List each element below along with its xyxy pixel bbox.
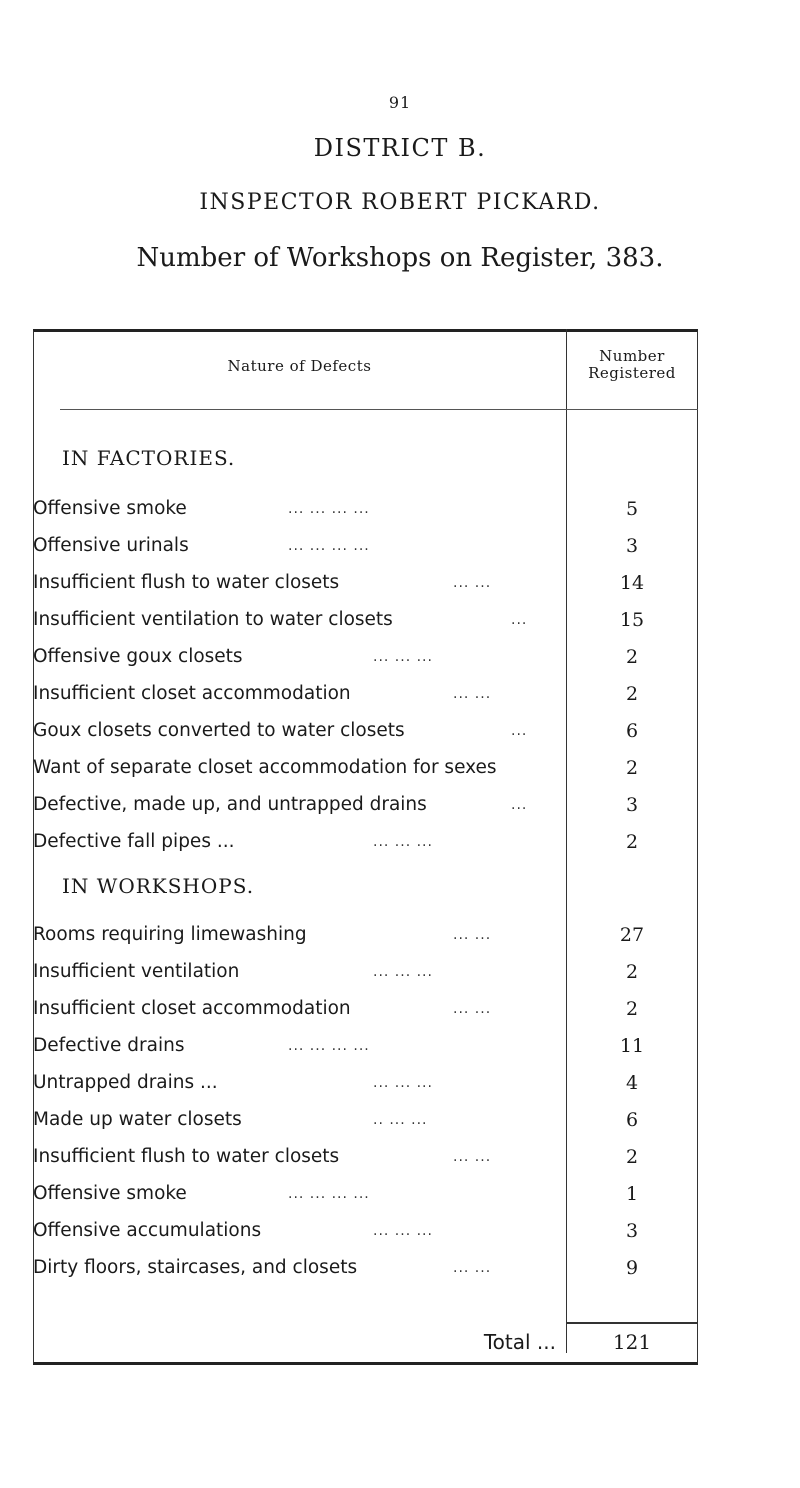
district-title: DISTRICT B. (313, 134, 487, 162)
row-value: 1 (625, 1183, 639, 1205)
row-value: 11 (619, 1035, 645, 1057)
row-label: Defective fall pipes ... (33, 831, 235, 852)
row-value: 15 (619, 609, 645, 631)
table-row (33, 993, 698, 1025)
column-header-defects: Nature of Defects (227, 357, 372, 375)
total-label: Total ... (483, 1330, 556, 1354)
leader-dots: .. ... ... (373, 1112, 428, 1128)
leader-dots: ... ... (453, 927, 492, 943)
table-row (33, 715, 698, 747)
row-value: 14 (619, 572, 645, 594)
row-label: Rooms requiring limewashing (33, 924, 307, 945)
header-rule-right (566, 409, 698, 410)
table-row (33, 678, 698, 710)
row-value: 2 (625, 646, 639, 668)
row-label: Offensive accumulations (33, 1220, 262, 1241)
row-value: 9 (625, 1257, 639, 1279)
leader-dots: ... (511, 723, 528, 739)
leader-dots: ... ... ... ... (288, 538, 370, 554)
table-row (33, 641, 698, 673)
row-label: Untrapped drains ... (33, 1072, 218, 1093)
row-value: 3 (625, 1220, 639, 1242)
leader-dots: ... ... ... (373, 964, 433, 980)
table-row (33, 1104, 698, 1136)
row-value: 3 (625, 535, 639, 557)
row-value: 2 (625, 1146, 639, 1168)
row-label: Made up water closets (33, 1109, 242, 1130)
page-number: 91 (388, 93, 412, 112)
row-label: Offensive smoke (33, 1183, 187, 1204)
row-label: Dirty floors, staircases, and closets (33, 1257, 358, 1278)
leader-dots: ... ... ... ... (288, 501, 370, 517)
leader-dots: ... ... (453, 1001, 492, 1017)
table-row (33, 826, 698, 858)
row-label: Offensive smoke (33, 498, 187, 519)
section-heading-factories: IN FACTORIES. (62, 446, 236, 470)
column-header-number-line1: Number (599, 347, 665, 365)
row-label: Insufficient closet accommodation (33, 998, 351, 1019)
table-row (33, 1030, 698, 1062)
leader-dots: ... ... (453, 1149, 492, 1165)
table-row (33, 567, 698, 599)
row-label: Goux closets converted to water closets (33, 720, 405, 741)
total-rule (566, 1322, 698, 1324)
row-value: 2 (625, 831, 639, 853)
row-value: 27 (619, 924, 645, 946)
row-label: Insufficient ventilation to water closets (33, 609, 393, 630)
table-row (33, 530, 698, 562)
table-row (33, 752, 698, 784)
row-value: 2 (625, 998, 639, 1020)
row-label: Defective drains (33, 1035, 185, 1056)
header-rule-left (60, 409, 566, 410)
row-label: Want of separate closet accommodation for sexes (33, 757, 497, 778)
table-row (33, 604, 698, 636)
table-row (33, 1067, 698, 1099)
table-row (33, 1141, 698, 1173)
column-header-number (566, 348, 698, 382)
row-label: Insufficient flush to water closets (33, 572, 340, 593)
row-value: 6 (625, 1109, 639, 1131)
leader-dots: ... (511, 612, 528, 628)
table-row (33, 789, 698, 821)
leader-dots: ... ... ... ... (288, 1186, 370, 1202)
table-row (33, 956, 698, 988)
row-label: Defective, made up, and untrapped drains (33, 794, 427, 815)
leader-dots: ... (511, 797, 528, 813)
table-row (33, 1215, 698, 1247)
leader-dots: ... ... (453, 575, 492, 591)
leader-dots: ... ... ... (373, 1223, 433, 1239)
row-value: 2 (625, 757, 639, 779)
workshops-register-line: Number of Workshops on Register, 383. (136, 243, 664, 273)
row-label: Insufficient flush to water closets (33, 1146, 340, 1167)
table-row (33, 1252, 698, 1284)
table-row (33, 919, 698, 951)
row-label: Offensive goux closets (33, 646, 243, 667)
leader-dots: ... ... ... (373, 834, 433, 850)
row-value: 2 (625, 683, 639, 705)
table-row (33, 493, 698, 525)
table-row (33, 1178, 698, 1210)
row-label: Insufficient ventilation (33, 961, 240, 982)
leader-dots: ... ... (453, 1260, 492, 1276)
leader-dots: ... ... ... ... (288, 1038, 370, 1054)
leader-dots: ... ... ... (373, 1075, 433, 1091)
row-label: Offensive urinals (33, 535, 189, 556)
leader-dots: ... ... (453, 686, 492, 702)
leader-dots: ... ... ... (373, 649, 433, 665)
row-value: 2 (625, 961, 639, 983)
total-value: 121 (612, 1330, 652, 1354)
inspector-title: INSPECTOR ROBERT PICKARD. (199, 190, 601, 215)
row-label: Insufficient closet accommodation (33, 683, 351, 704)
row-value: 3 (625, 794, 639, 816)
row-value: 5 (625, 498, 639, 520)
row-value: 6 (625, 720, 639, 742)
row-value: 4 (625, 1072, 639, 1094)
section-heading-workshops: IN WORKSHOPS. (62, 874, 255, 898)
column-header-number-line2: Registered (588, 364, 676, 382)
